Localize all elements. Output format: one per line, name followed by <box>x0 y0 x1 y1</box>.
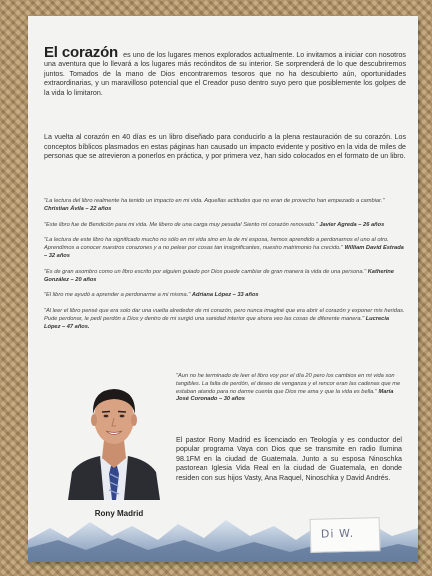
testimonial-author: Adriana López – 33 años <box>191 292 259 299</box>
book-description: La vuelta al corazón en 40 días es un libro diseñado para conducirlo a la plena restauración de su corazón. Los conceptos bíblicos plasmados en estas páginas han causado un impacto evidente y positivo en la vida de miles de personas que se atrevieron a ponerlos en práctica, y por primera vez, han sido colocados en el formato de un libro. <box>44 133 406 161</box>
testimonial-text: "Al leer el libro pensé que era solo dar una vuelta alrededor de mi corazón, pero nunca imaginé que era abrir el corazón y exponer mis heridas. Pude perdonar, le pedí perdón a Dios y dentro de mi surgió una sanidad interior que ahora veo las cosas de diferente manera." <box>44 308 405 322</box>
testimonial-text: "La lectura de este libro ha significado mucho no sólo en mi vida sino en la de mi esposa, hemos aprendido a perdonarnos el uno al otro. Aprendimos a conocer nuestros corazones y a no pelear por cosas tan insignificantes, nuestro matrimonio ha crecido." <box>44 237 389 252</box>
sticker-text: Di W. <box>320 526 355 541</box>
testimonial-text: "Es de gran asombro como un libro escrito por alguien guiado por Dios puede cambiar de gran manera la vida de una persona." <box>44 268 367 275</box>
side-testimonial <box>176 373 402 404</box>
testimonial-text: "La lectura del libro realmente ha tenido un impacto en mi vida. Aquellas actitudes que no eran de provecho han empezado a cambiar." <box>44 198 385 204</box>
testimonial-author: Christian Ávila – 22 años <box>44 205 112 212</box>
testimonial-text: "Este libro fue de Bendición para mi vida. Me libero de una carga muy pesada! Siento mi corazón renovado." <box>44 221 318 228</box>
testimonial-author: María José Coronado – 30 años <box>176 388 394 403</box>
testimonial-author: William David Estrada – 32 años <box>44 245 404 259</box>
testimonial <box>44 292 406 300</box>
author-photo <box>66 368 162 500</box>
testimonial-author: Katherine González – 20 años <box>44 268 394 283</box>
testimonials-list <box>44 198 406 340</box>
testimonial-author: Javier Agreda – 26 años <box>319 221 385 228</box>
intro-text: es uno de los lugares menos explorados actualmente. Lo invitamos a iniciar con nosotros una aventura que lo llevará a los lugares más recónditos de su interior. Se sorprenderá de lo que descubriremos juntos. Tomados de la mano de Dios encontraremos tesoros que no ha descubierto aún, oportunidades extraordinarias, y un maravilloso potencial que el Creador puso dentro suyo pero que posiblemente los golpes de la vida lo limitaron. <box>44 51 406 97</box>
testimonial <box>44 269 406 285</box>
author-name: Rony Madrid <box>94 509 144 518</box>
intro-paragraph <box>44 44 406 98</box>
price-sticker <box>310 517 381 553</box>
author-bio: El pastor Rony Madrid es licenciado en Teología y es conductor del popular programa Vaya con Dios que se transmite en radio Ilumina 98.1FM en la ciudad de Guatemala. Junto a su esposa Ninoschka pastorean Iglesia Vida Real en la ciudad de Guatemala, en donde residen con sus hijos Vasty, Ana Raquel, Ninoschka y David Andrés. <box>176 436 402 482</box>
author-portrait-icon <box>66 368 162 500</box>
intro-title: El corazón <box>44 44 119 61</box>
testimonial-text: "Aun no he terminado de leer el libro voy por el día 20 pero los cambios en mi vida son tangibles. La falta de perdón, el deseo de venganza y el rencor eran las cadenas que me estaban atando para no darme cuenta que Dios me ama y que la vida es bella." <box>176 373 401 395</box>
testimonial-text: "El libro me ayudó a aprender a perdonarme a mi misma." <box>44 292 191 299</box>
testimonial <box>44 222 406 230</box>
book-back-cover <box>28 16 418 562</box>
testimonial <box>44 308 406 331</box>
testimonial <box>44 237 406 260</box>
testimonial-author: Lucrecia López – 47 años. <box>44 315 390 330</box>
testimonial <box>44 198 406 214</box>
